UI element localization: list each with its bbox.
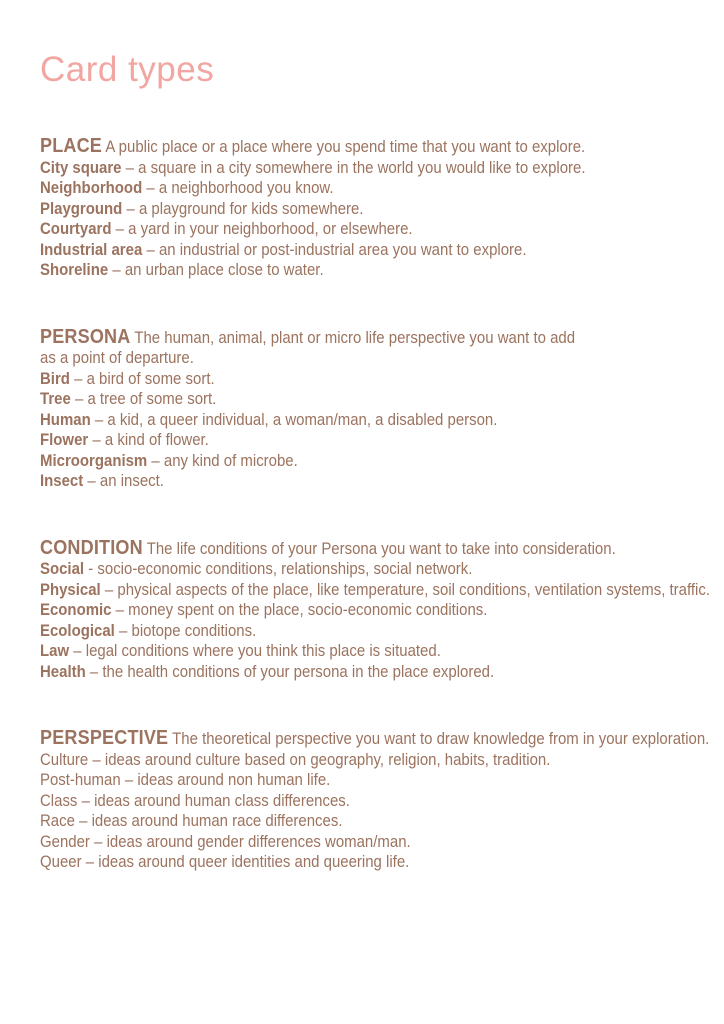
term: Queer [40, 852, 82, 872]
section-name: PERSONA [40, 324, 131, 348]
section-header [40, 326, 724, 349]
term-line [40, 621, 724, 642]
section-header [40, 537, 724, 560]
term-description: a bird of some sort. [86, 368, 215, 388]
term-description: an industrial or post-industrial area you want to explore. [158, 239, 527, 259]
dash-separator: – [124, 770, 134, 790]
section-header [40, 135, 724, 158]
page-title: Card types [40, 50, 215, 89]
dash-separator: – [79, 811, 88, 831]
section-intro: A public place or a place where you spend time that you want to explore. [105, 137, 586, 157]
term: Culture [40, 749, 89, 769]
term: Social [40, 559, 85, 579]
term: Flower [40, 430, 89, 450]
term-description: an insect. [99, 471, 164, 491]
term: Neighborhood [40, 178, 143, 198]
dash-separator: – [92, 430, 101, 450]
term-line [40, 260, 724, 281]
dash-separator: – [126, 198, 135, 218]
term-description: legal conditions where you think this place is situated. [85, 641, 441, 661]
term-line [40, 430, 724, 451]
term-line [40, 369, 724, 390]
term-description: ideas around human race differences. [91, 811, 343, 831]
term-line [40, 219, 724, 240]
dash-separator: – [146, 239, 155, 259]
term-line [40, 471, 724, 492]
term-line [40, 770, 724, 791]
dash-separator: - [88, 559, 94, 579]
term-description: an urban place close to water. [124, 260, 324, 280]
dash-separator: – [94, 409, 104, 429]
term-description: socio-economic conditions, relationships, social network. [97, 559, 473, 579]
term-line [40, 600, 724, 621]
dash-separator: – [73, 641, 82, 661]
term-description: the health conditions of your persona in the place explored. [102, 661, 495, 681]
term: Human [40, 409, 91, 429]
dash-separator: – [125, 157, 134, 177]
term: Playground [40, 198, 123, 218]
term-description: a playground for kids somewhere. [138, 198, 364, 218]
term-description: a yard in your neighborhood, or elsewhere. [128, 219, 413, 239]
term-description: ideas around gender differences woman/man. [106, 831, 411, 851]
section-header [40, 727, 724, 750]
term-description: ideas around queer identities and queering life. [98, 852, 410, 872]
term-description: ideas around human class differences. [94, 790, 350, 810]
term-line [40, 832, 724, 853]
dash-separator: – [115, 600, 124, 620]
term: Gender [40, 831, 90, 851]
term-description: a kid, a queer individual, a woman/man, a disabled person. [107, 409, 498, 429]
dash-separator: – [74, 389, 84, 409]
term-description: ideas around culture based on geography, religion, habits, tradition. [104, 749, 551, 769]
term-description: a tree of some sort. [87, 389, 217, 409]
term-line [40, 410, 724, 431]
term: Microorganism [40, 450, 148, 470]
section-intro-continued [40, 348, 724, 369]
section-condition [40, 537, 724, 683]
dash-separator: – [118, 620, 128, 640]
term: Class [40, 790, 78, 810]
dash-separator: – [146, 178, 155, 198]
dash-separator: – [151, 450, 160, 470]
dash-separator: – [94, 831, 103, 851]
term-line [40, 158, 724, 179]
term-description: ideas around non human life. [137, 770, 331, 790]
dash-separator: – [89, 661, 99, 681]
term: Ecological [40, 620, 115, 640]
term-description: biotope conditions. [131, 620, 257, 640]
section-intro: The human, animal, plant or micro life perspective you want to add [134, 327, 576, 347]
dash-separator: – [81, 790, 90, 810]
term: Post-human [40, 770, 121, 790]
section-intro-text: as a point of departure. [40, 348, 194, 368]
section-name: CONDITION [40, 535, 143, 559]
term-line [40, 240, 724, 261]
term-line [40, 199, 724, 220]
section-intro: The theoretical perspective you want to draw knowledge from in your exploration. [172, 729, 710, 749]
term: Health [40, 661, 86, 681]
term: City square [40, 157, 122, 177]
term-line [40, 811, 724, 832]
term-description: a neighborhood you know. [158, 178, 334, 198]
term: Bird [40, 368, 70, 388]
term-line [40, 178, 724, 199]
term-description: physical aspects of the place, like temperature, soil conditions, ventilation systems, traffic. [117, 579, 710, 599]
dash-separator: – [85, 852, 95, 872]
term-line [40, 852, 724, 873]
term: Economic [40, 600, 112, 620]
dash-separator: – [115, 219, 124, 239]
term: Law [40, 641, 70, 661]
term-line [40, 451, 724, 472]
term-description: a square in a city somewhere in the world you would like to explore. [138, 157, 586, 177]
term-line [40, 559, 724, 580]
term: Insect [40, 471, 84, 491]
term-description: a kind of flower. [104, 430, 209, 450]
dash-separator: – [87, 471, 96, 491]
term-description: any kind of microbe. [163, 450, 298, 470]
term: Physical [40, 579, 101, 599]
section-name: PERSPECTIVE [40, 726, 169, 750]
section-intro: The life conditions of your Persona you want to take into consideration. [146, 538, 616, 558]
term: Industrial area [40, 239, 143, 259]
term-line [40, 662, 724, 683]
term-line [40, 791, 724, 812]
term: Courtyard [40, 219, 112, 239]
section-perspective [40, 727, 724, 873]
section-place [40, 135, 724, 281]
term-line [40, 641, 724, 662]
term: Race [40, 811, 75, 831]
dash-separator: – [104, 579, 114, 599]
term-line [40, 389, 724, 410]
dash-separator: – [74, 368, 83, 388]
term-line [40, 750, 724, 771]
dash-separator: – [112, 260, 121, 280]
term: Tree [40, 389, 71, 409]
term-description: money spent on the place, socio-economic conditions. [128, 600, 488, 620]
section-name: PLACE [40, 134, 103, 158]
section-persona [40, 326, 724, 492]
term: Shoreline [40, 260, 109, 280]
term-line [40, 580, 724, 601]
dash-separator: – [92, 749, 101, 769]
